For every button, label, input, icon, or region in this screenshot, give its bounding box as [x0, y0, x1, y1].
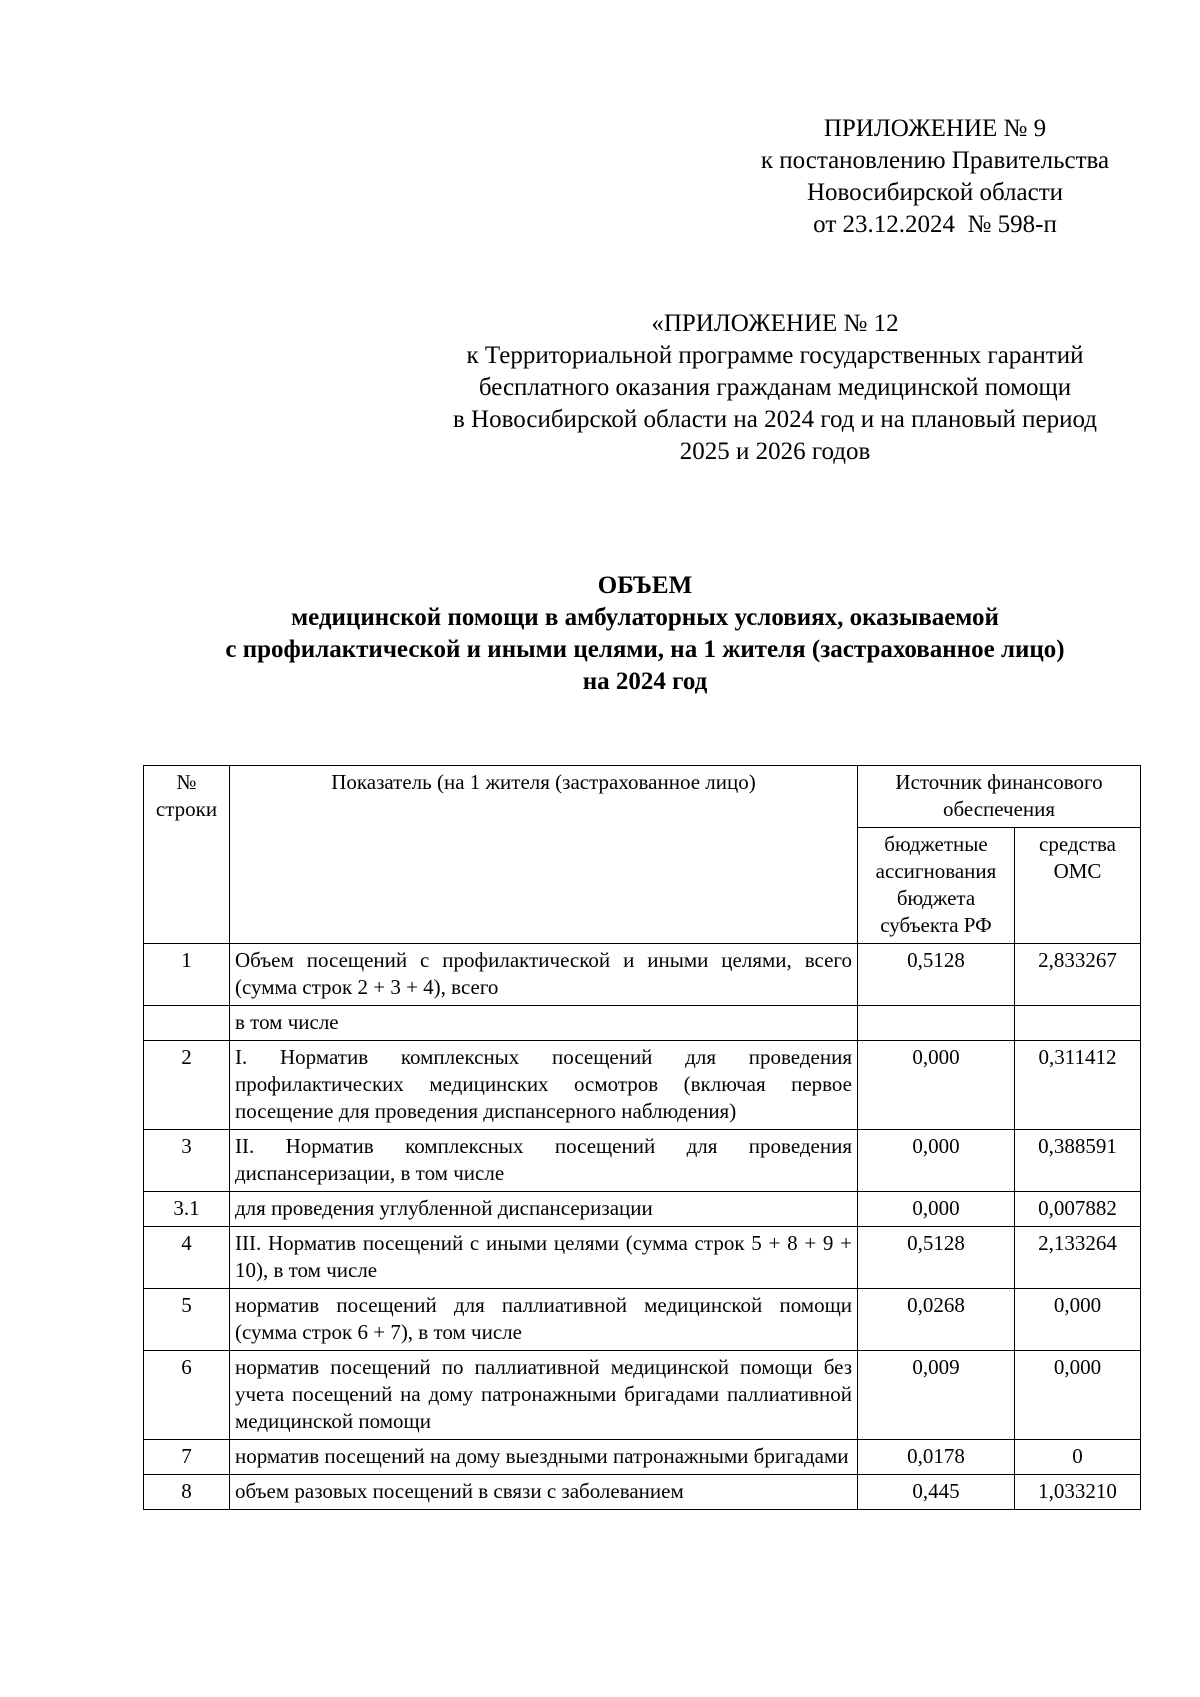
- oms-value-cell: 0: [1015, 1440, 1141, 1475]
- oms-value-cell: 0,007882: [1015, 1192, 1141, 1227]
- appendix-12-program-line2: бесплатного оказания гражданам медицинской помощи: [478, 374, 1072, 401]
- indicator-cell: объем разовых посещений в связи с заболеванием: [230, 1475, 858, 1510]
- budget-value-cell: 0,5128: [858, 1227, 1015, 1289]
- title-line-4: на 2024 год: [582, 668, 708, 695]
- oms-value-cell: 1,033210: [1015, 1475, 1141, 1510]
- oms-value-cell: 0,000: [1015, 1289, 1141, 1351]
- table-row: [144, 1227, 1141, 1289]
- title-line-3: с профилактической и иными целями, на 1 жителя (застрахованное лицо): [225, 636, 1065, 663]
- title-line-2: медицинской помощи в амбулаторных условиях, оказываемой: [291, 604, 999, 631]
- appendix-12-program-line3: в Новосибирской области на 2024 год и на плановый период: [453, 406, 1097, 433]
- oms-value-cell: 2,833267: [1015, 944, 1141, 1006]
- budget-value-cell: 0,5128: [858, 944, 1015, 1006]
- budget-value-cell: 0,009: [858, 1351, 1015, 1440]
- indicator-cell: Объем посещений с профилактической и иными целями, всего (сумма строк 2 + 3 + 4), всего: [230, 944, 858, 1006]
- table-row: [144, 1130, 1141, 1192]
- indicator-cell: в том числе: [230, 1006, 858, 1041]
- budget-value-cell: 0,000: [858, 1192, 1015, 1227]
- table-body: [144, 944, 1141, 1510]
- appendix-12-header: [395, 308, 1155, 468]
- oms-value-cell: 0,311412: [1015, 1041, 1141, 1130]
- appendix-9-title: ПРИЛОЖЕНИЕ № 9: [823, 115, 1047, 142]
- appendix-12-years: 2025 и 2026 годов: [679, 438, 871, 465]
- table-row: [144, 1475, 1141, 1510]
- row-number-cell: [144, 1006, 230, 1041]
- appendix-9-date-number: от 23.12.2024 № 598-п: [813, 211, 1057, 238]
- table-row: [144, 944, 1141, 1006]
- header-oms: средства ОМС: [1015, 828, 1141, 944]
- indicator-cell: III. Норматив посещений с иными целями (сумма строк 5 + 8 + 9 + 10), в том числе: [230, 1227, 858, 1289]
- budget-value-cell: 0,000: [858, 1041, 1015, 1130]
- table-row: [144, 1440, 1141, 1475]
- header-indicator: Показатель (на 1 жителя (застрахованное лицо): [230, 766, 858, 944]
- appendix-9-header: [730, 113, 1140, 241]
- budget-value-cell: [858, 1006, 1015, 1041]
- indicator-cell: норматив посещений по паллиативной медицинской помощи без учета посещений на дому патронажными бригадами паллиативной медицинской помощи: [230, 1351, 858, 1440]
- appendix-12-title: «ПРИЛОЖЕНИЕ № 12: [651, 310, 899, 337]
- header-budget: бюджетные ассигнования бюджета субъекта РФ: [858, 828, 1015, 944]
- table-row: [144, 1192, 1141, 1227]
- oms-value-cell: 0,000: [1015, 1351, 1141, 1440]
- budget-value-cell: 0,0178: [858, 1440, 1015, 1475]
- oms-value-cell: 0,388591: [1015, 1130, 1141, 1192]
- table-row: [144, 1289, 1141, 1351]
- volume-table: [143, 765, 1141, 1510]
- row-number-cell: 6: [144, 1351, 230, 1440]
- indicator-cell: норматив посещений для паллиативной медицинской помощи (сумма строк 6 + 7), в том числе: [230, 1289, 858, 1351]
- indicator-cell: для проведения углубленной диспансеризации: [230, 1192, 858, 1227]
- row-number-cell: 8: [144, 1475, 230, 1510]
- row-number-cell: 1: [144, 944, 230, 1006]
- title-line-1: ОБЪЕМ: [597, 572, 693, 599]
- row-number-cell: 5: [144, 1289, 230, 1351]
- budget-value-cell: 0,000: [858, 1130, 1015, 1192]
- header-funding-source: Источник финансового обеспечения: [858, 766, 1141, 828]
- appendix-9-resolution: к постановлению Правительства: [760, 147, 1110, 174]
- table-row: [144, 1006, 1141, 1041]
- appendix-9-region: Новосибирской области: [806, 179, 1064, 206]
- document-title: [150, 570, 1140, 698]
- indicator-cell: II. Норматив комплексных посещений для проведения диспансеризации, в том числе: [230, 1130, 858, 1192]
- table-row: [144, 1351, 1141, 1440]
- oms-value-cell: [1015, 1006, 1141, 1041]
- row-number-cell: 3.1: [144, 1192, 230, 1227]
- indicator-cell: норматив посещений на дому выездными патронажными бригадами: [230, 1440, 858, 1475]
- row-number-cell: 2: [144, 1041, 230, 1130]
- budget-value-cell: 0,0268: [858, 1289, 1015, 1351]
- table-row: [144, 1041, 1141, 1130]
- header-row-number: № строки: [144, 766, 230, 944]
- row-number-cell: 7: [144, 1440, 230, 1475]
- budget-value-cell: 0,445: [858, 1475, 1015, 1510]
- table-header: [144, 766, 1141, 944]
- oms-value-cell: 2,133264: [1015, 1227, 1141, 1289]
- indicator-cell: I. Норматив комплексных посещений для проведения профилактических медицинских осмотров (включая первое посещение для проведения диспансерного наблюдения): [230, 1041, 858, 1130]
- appendix-12-program: к Территориальной программе государственных гарантий: [466, 342, 1084, 369]
- row-number-cell: 4: [144, 1227, 230, 1289]
- row-number-cell: 3: [144, 1130, 230, 1192]
